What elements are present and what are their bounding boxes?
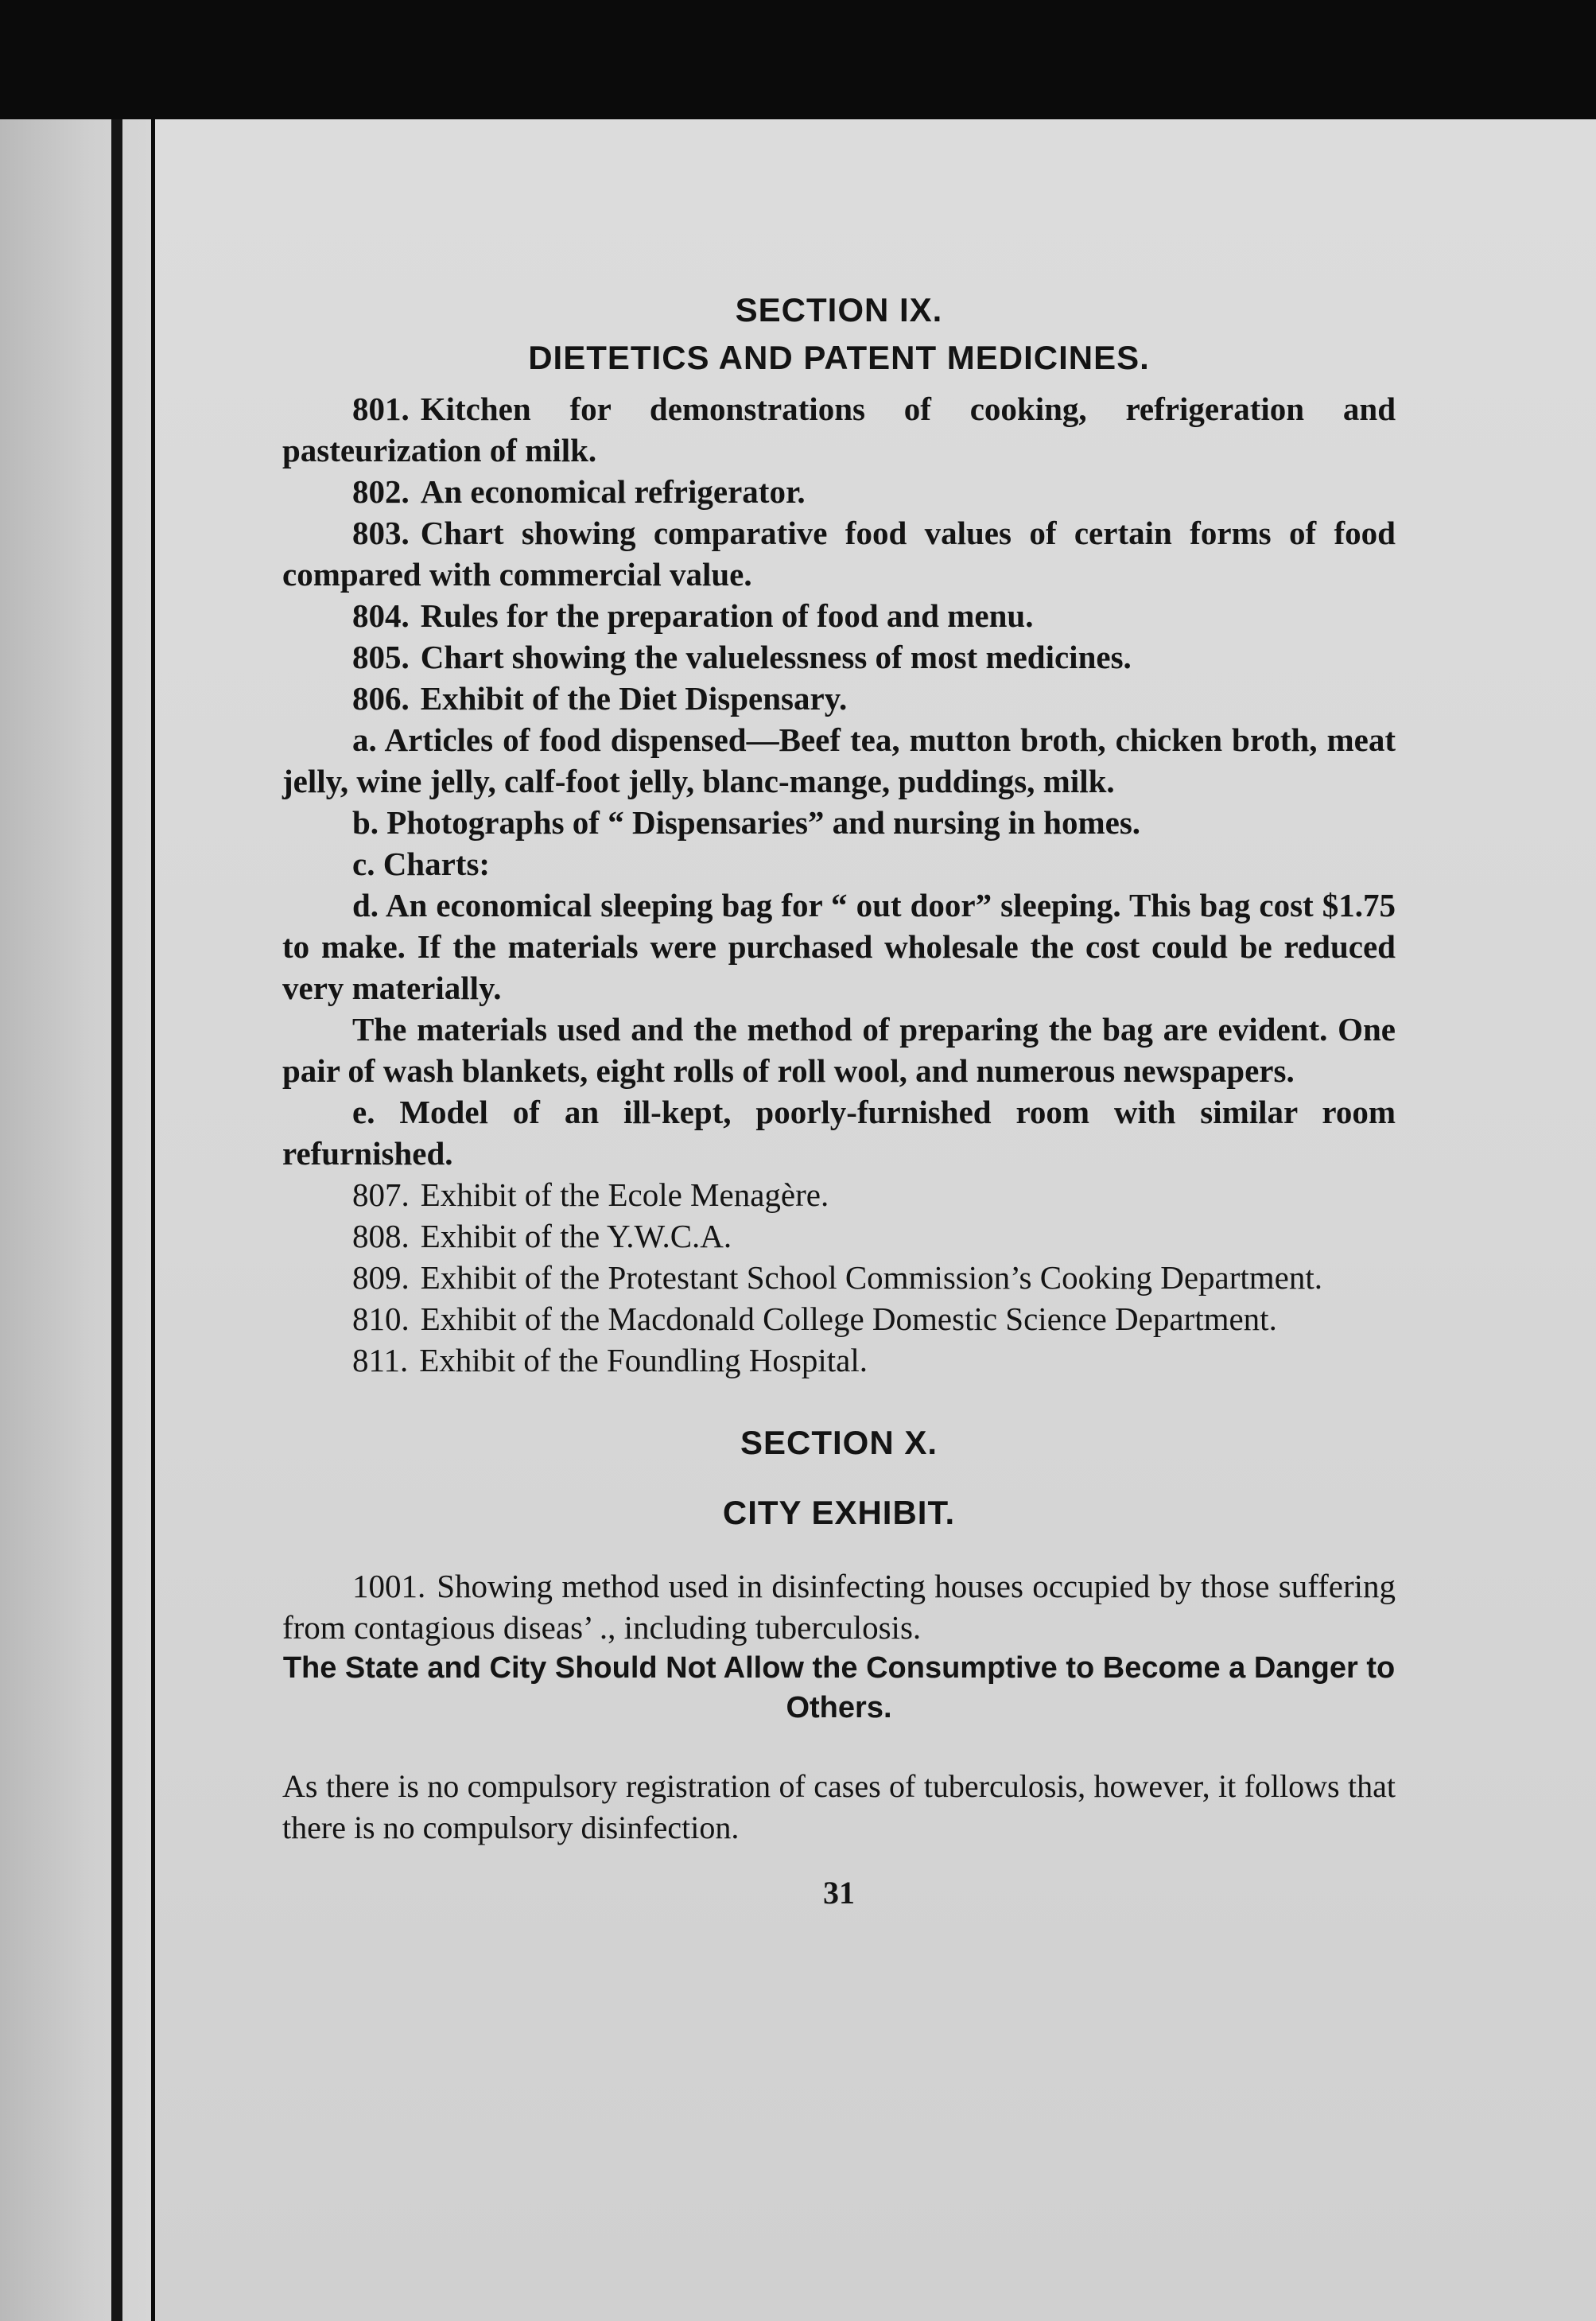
section-ix-title: DIETETICS AND PATENT MEDICINES. [528, 339, 1150, 376]
entry-text: Exhibit of the Diet Dispensary. [420, 680, 848, 717]
entry-809 [282, 1257, 1396, 1298]
sub-entry-d-paragraph [282, 1009, 1396, 1091]
entry-text: Exhibit of the Ecole Menagère. [420, 1176, 829, 1213]
bold-notice: The State and City Should Not Allow the Consumptive to Become a Danger to Others. [282, 1651, 1396, 1724]
entry-number: 802. [352, 473, 410, 510]
entry-number: 806. [352, 680, 410, 717]
entry-803 [282, 512, 1396, 595]
closing-paragraph: As there is no compulsory registration of cases of tuberculosis, however, it follows that there is no compulsory disinfection. [282, 1768, 1396, 1845]
sub-entry-text: a. Articles of food dispensed—Beef tea, mutton broth, chicken broth, meat jelly, wine jelly, calf-foot jelly, blanc-mange, puddings, milk. [282, 721, 1396, 799]
entry-text: Exhibit of the Protestant School Commission’s Cooking Department. [420, 1259, 1323, 1296]
entry-801 [282, 388, 1396, 471]
section-gap [282, 1381, 1396, 1419]
entry-number: 811. [352, 1342, 409, 1378]
sub-entry-text: e. Model of an ill-kept, poorly-furnished room with similar room refurnished. [282, 1094, 1396, 1172]
section-x [282, 1419, 1396, 1849]
entry-number: 1001. [352, 1568, 426, 1604]
spacer [282, 1728, 1396, 1766]
entry-text: Exhibit of the Macdonald College Domestic Science Department. [420, 1300, 1277, 1337]
entry-text: Showing method used in disinfecting houses occupied by those suffering from contagious diseas’ ., including tuberculosis. [282, 1568, 1396, 1646]
book-spine [111, 119, 122, 2321]
entry-text: Chart showing the valuelessness of most medicines. [420, 639, 1132, 675]
page-content [282, 286, 1396, 1914]
entry-number: 810. [352, 1300, 410, 1337]
entry-802 [282, 471, 1396, 512]
sub-entry-a [282, 719, 1396, 802]
entry-text: Kitchen for demonstrations of cooking, refrigeration and pasteurization of milk. [282, 391, 1396, 468]
entry-number: 803. [352, 515, 410, 551]
entry-number: 808. [352, 1218, 410, 1254]
page-number: 31 [823, 1875, 855, 1911]
entry-805 [282, 636, 1396, 678]
entry-text: Chart showing comparative food values of certain forms of food compared with commercial value. [282, 515, 1396, 593]
document-page [155, 119, 1596, 2321]
spacer [282, 1467, 1396, 1489]
sub-entry-text: b. Photographs of “ Dispensaries” and nursing in homes. [352, 804, 1141, 841]
sub-entry-b [282, 802, 1396, 843]
entry-text: Exhibit of the Y.W.C.A. [420, 1218, 732, 1254]
entry-text: An economical refrigerator. [420, 473, 806, 510]
sub-entry-e [282, 1091, 1396, 1174]
entry-804 [282, 595, 1396, 636]
facing-page-edge [0, 119, 151, 2321]
entry-1001 [282, 1565, 1396, 1648]
entry-807 [282, 1174, 1396, 1215]
entry-806 [282, 678, 1396, 719]
sub-entry-c [282, 843, 1396, 884]
section-x-heading: SECTION X. [740, 1424, 938, 1461]
paragraph-text: The materials used and the method of preparing the bag are evident. One pair of wash blankets, eight rolls of roll wool, and numerous newspapers. [282, 1011, 1396, 1089]
entry-808 [282, 1215, 1396, 1257]
entry-number: 804. [352, 597, 410, 634]
sub-entry-d [282, 884, 1396, 1009]
entry-text: Exhibit of the Foundling Hospital. [419, 1342, 868, 1378]
sub-entry-text: c. Charts: [352, 846, 491, 882]
sub-entry-text: d. An economical sleeping bag for “ out door” sleeping. This bag cost $1.75 to make. If the materials were purchased wholesale the cost could be reduced very materially. [282, 887, 1396, 1006]
entry-number: 807. [352, 1176, 410, 1213]
entry-text: Rules for the preparation of food and menu. [420, 597, 1034, 634]
entry-number: 809. [352, 1259, 410, 1296]
section-x-title: CITY EXHIBIT. [722, 1494, 956, 1531]
entry-811 [282, 1339, 1396, 1381]
spacer [282, 1543, 1396, 1565]
entry-number: 805. [352, 639, 410, 675]
entry-810 [282, 1298, 1396, 1339]
section-ix-heading: SECTION IX. [735, 291, 943, 329]
entry-number: 801. [352, 391, 410, 427]
